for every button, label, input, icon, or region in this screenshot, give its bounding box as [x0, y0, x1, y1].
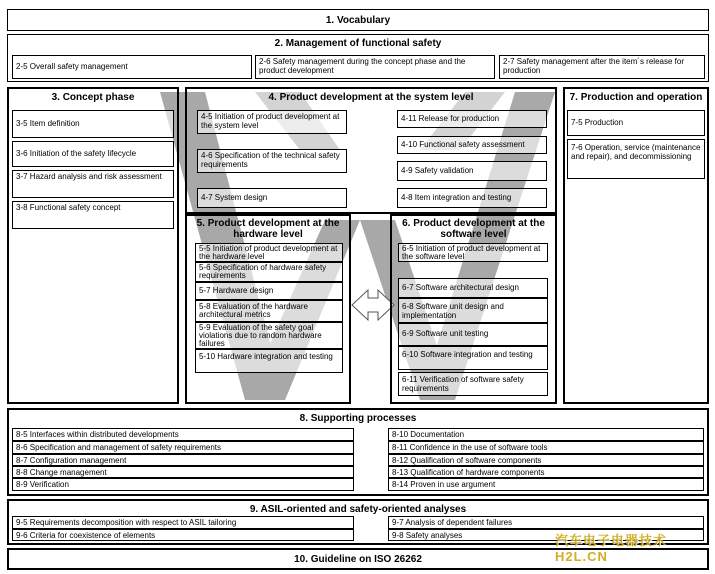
concept-item: 3-5 Item definition — [12, 110, 174, 138]
hardware-item: 5-6 Specification of hardware safety requirements — [195, 262, 343, 282]
supporting-item: 8-5 Interfaces within distributed developments — [12, 428, 354, 441]
supporting-item: 8-8 Change management — [12, 466, 354, 478]
system-item: 4-11 Release for production — [397, 110, 547, 128]
hardware-item: 5-10 Hardware integration and testing — [195, 349, 343, 373]
system-item: 4-9 Safety validation — [397, 161, 547, 181]
concept-phase-title: 3. Concept phase — [51, 92, 135, 103]
software-item: 6-5 Initiation of product development at the software level — [398, 243, 548, 262]
supporting-item: 8-14 Proven in use argument — [388, 478, 704, 491]
system-item: 4-7 System design — [197, 188, 347, 208]
production-item: 7-5 Production — [567, 110, 705, 136]
software-item: 6-9 Software unit testing — [398, 323, 548, 346]
hardware-item: 5-8 Evaluation of the hardware architectural metrics — [195, 300, 343, 322]
supporting-item: 8-7 Configuration management — [12, 454, 354, 466]
guideline-title: 10. Guideline on ISO 26262 — [294, 554, 422, 565]
software-item: 6-7 Software architectural design — [398, 278, 548, 298]
hardware-level-title: 5. Product development at the hardware level — [196, 218, 340, 240]
software-item: 6-8 Software unit design and implementation — [398, 298, 548, 323]
software-level-title: 6. Product development at the software level — [402, 218, 545, 240]
production-item: 7-6 Operation, service (maintenance and repair), and decommissioning — [567, 139, 705, 179]
asil-title: 9. ASIL-oriented and safety-oriented analyses — [249, 504, 467, 515]
supporting-item: 8-13 Qualification of hardware components — [388, 466, 704, 478]
management-item: 2-7 Safety management after the item´s release for production — [499, 55, 705, 79]
supporting-item: 8-6 Specification and management of safety requirements — [12, 441, 354, 454]
system-item: 4-5 Initiation of product development at the system level — [197, 110, 347, 134]
hardware-item: 5-9 Evaluation of the safety goal violations due to random hardware failures — [195, 322, 343, 349]
software-item: 6-10 Software integration and testing — [398, 346, 548, 370]
supporting-item: 8-12 Qualification of software components — [388, 454, 704, 466]
concept-item: 3-8 Functional safety concept — [12, 201, 174, 229]
system-item: 4-8 Item integration and testing — [397, 188, 547, 208]
supporting-item: 8-9 Verification — [12, 478, 354, 491]
asil-item: 9-6 Criteria for coexistence of elements — [12, 529, 354, 541]
management-item: 2-5 Overall safety management — [12, 55, 252, 79]
system-item: 4-10 Functional safety assessment — [397, 136, 547, 154]
vocabulary-box — [7, 9, 709, 31]
hardware-item: 5-7 Hardware design — [195, 282, 343, 300]
management-item: 2-6 Safety management during the concept phase and the product development — [255, 55, 495, 79]
system-item: 4-6 Specification of the technical safety requirements — [197, 149, 347, 173]
asil-item: 9-7 Analysis of dependent failures — [388, 516, 704, 529]
production-title: 7. Production and operation — [569, 92, 703, 103]
management-title: 2. Management of functional safety — [274, 38, 442, 49]
concept-item: 3-6 Initiation of the safety lifecycle — [12, 141, 174, 167]
supporting-item: 8-11 Confidence in the use of software tools — [388, 441, 704, 454]
supporting-processes-title: 8. Supporting processes — [299, 413, 417, 424]
supporting-item: 8-10 Documentation — [388, 428, 704, 441]
system-level-title: 4. Product development at the system level — [268, 92, 474, 103]
concept-item: 3-7 Hazard analysis and risk assessment — [12, 170, 174, 198]
asil-item: 9-8 Safety analyses — [388, 529, 704, 541]
software-item: 6-11 Verification of software safety requirements — [398, 372, 548, 396]
vocabulary-title: 1. Vocabulary — [325, 15, 391, 26]
hardware-item: 5-5 Initiation of product development at the hardware level — [195, 243, 343, 262]
watermark: 汽车电子电器技术 H2L.CN — [555, 533, 668, 564]
asil-item: 9-5 Requirements decomposition with respect to ASIL tailoring — [12, 516, 354, 529]
